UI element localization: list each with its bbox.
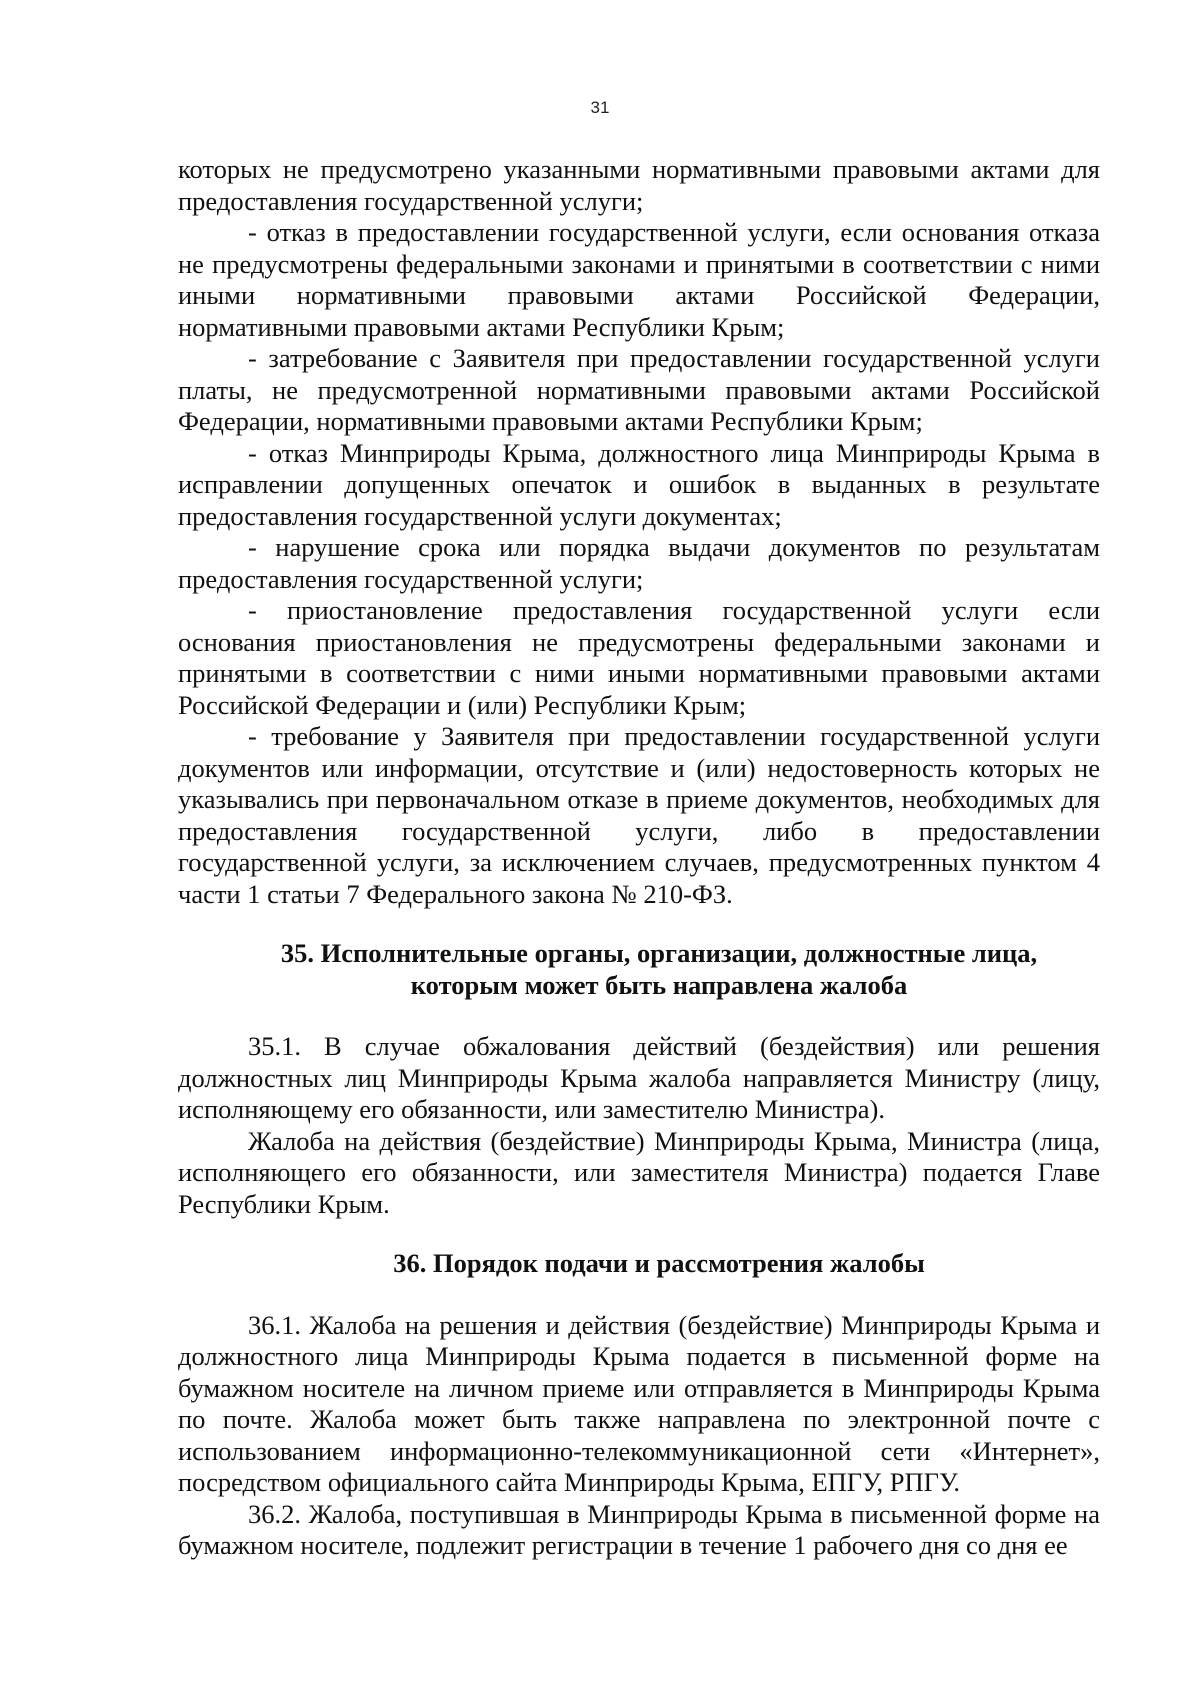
paragraph-36-1: 36.1. Жалоба на решения и действия (бездействие) Минприроды Крыма и должностного лица Минприроды Крыма подается в письменной форме на бумажном носителе на личном приеме или отправляется в Минприроды Крыма по почте. Жалоба может быть также направлена по электронной почте с использованием информационно-телекоммуникационной сети «Интернет», посредством официального сайта Минприроды Крыма, ЕПГУ, РПГУ. bbox=[178, 1309, 1100, 1497]
list-item-refusal: - отказ в предоставлении государственной услуги, если основания отказа не предусмотрены федеральными законами и принятыми в соответствии с ними иными нормативными правовыми актами Российской Федерации, нормативными правовыми актами Республики Крым; bbox=[178, 217, 1100, 342]
list-item-document-demand: - требование у Заявителя при предоставлении государственной услуги документов или информации, отсутствие и (или) недостоверность которых не указывались при первоначальном отказе в приеме документов, необходимых для предоставления государственной услуги, либо в предоставлении государственной услуги, за исключением случаев, предусмотренных пунктом 4 части 1 статьи 7 Федерального закона № 210-ФЗ. bbox=[178, 721, 1100, 909]
page-number: 31 bbox=[590, 98, 610, 117]
paragraph-continuation: которых не предусмотрено указанными нормативными правовыми актами для предоставления государственной услуги; bbox=[178, 154, 1100, 216]
paragraph-36-2: 36.2. Жалоба, поступившая в Минприроды Крыма в письменной форме на бумажном носителе, подлежит регистрации в течение 1 рабочего дня со дня ее bbox=[178, 1498, 1100, 1560]
section-36-heading: 36. Порядок подачи и рассмотрения жалобы bbox=[393, 1248, 925, 1278]
section-35-heading-line2: которым может быть направлена жалоба bbox=[410, 969, 908, 1000]
list-item-correction-refusal: - отказ Минприроды Крыма, должностного лица Минприроды Крыма в исправлении допущенных опечаток и ошибок в выданных в результате предоставления государственной услуги документах; bbox=[178, 437, 1100, 531]
list-item-fee-demand: - затребование с Заявителя при предоставлении государственной услуги платы, не предусмотренной нормативными правовыми актами Российской Федерации, нормативными правовыми актами Республики Крым; bbox=[178, 343, 1100, 436]
section-35-heading-line1: 35. Исполнительные органы, организации, должностные лица, bbox=[280, 938, 1038, 968]
paragraph-35-1: 35.1. В случае обжалования действий (бездействия) или решения должностных лиц Минприроды Крыма жалоба направляется Министру (лицу, исполняющему его обязанности, или заместителю Министра). bbox=[178, 1031, 1100, 1124]
list-item-suspension: - приостановление предоставления государственной услуги если основания приостановления не предусмотрены федеральными законами и принятыми в соответствии с ними иными нормативными правовыми актами Российской Федерации и (или) Республики Крым; bbox=[178, 595, 1100, 720]
document-body bbox=[178, 154, 1100, 1562]
paragraph-35-complaint: Жалоба на действия (бездействие) Минприроды Крыма, Министра (лица, исполняющего его обязанности, или заместителя Министра) подается Главе Республики Крым. bbox=[178, 1125, 1100, 1219]
list-item-deadline-violation: - нарушение срока или порядка выдачи документов по результатам предоставления государственной услуги; bbox=[178, 532, 1100, 594]
